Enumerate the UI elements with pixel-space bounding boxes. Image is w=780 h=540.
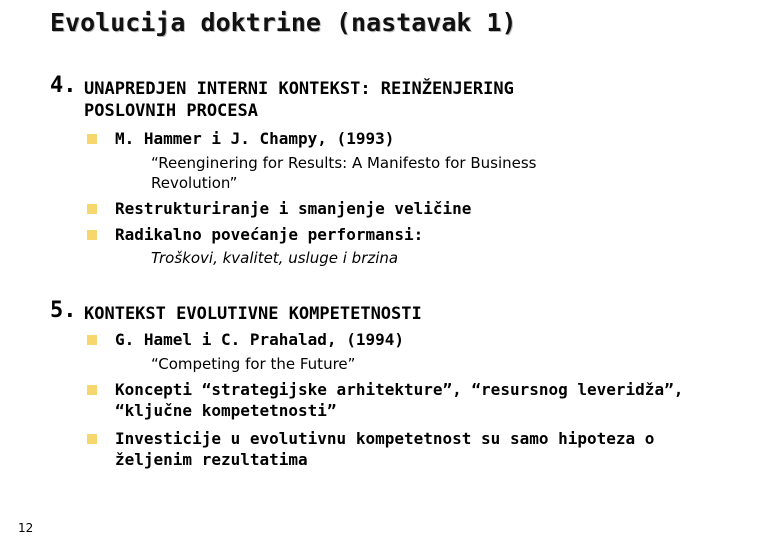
section-4-number: 4. [50,73,77,98]
slide-title: Evolucija doktrine (nastavak 1) [50,8,517,37]
bullet-text: M. Hammer i J. Champy, (1993) [115,129,395,148]
section-5-heading: KONTEKST EVOLUTIVNE KOMPETETNOSTI [84,304,422,324]
bullet-square-icon [87,230,97,240]
bullet-text: Restrukturiranje i smanjenje veličine [115,199,472,218]
bullet-square-icon [87,204,97,214]
bullet-text: G. Hamel i C. Prahalad, (1994) [115,330,404,349]
section-4-book-line2: Revolution” [151,174,238,192]
section-4-performance-detail: Troškovi, kvalitet, usluge i brzina [151,249,399,267]
section-4-heading-line2: POSLOVNIH PROCESA [84,101,258,121]
bullet-square-icon [87,385,97,395]
bullet-square-icon [87,335,97,345]
section-5-book: “Competing for the Future” [151,355,356,373]
bullet-text-line2: željenim rezultatima [115,450,308,469]
section-5-number: 5. [50,298,77,323]
section-4-heading-line1: UNAPREDJEN INTERNI KONTEKST: REINŽENJERING [84,79,514,99]
bullet-text-line1: Investicije u evolutivnu kompetetnost su samo hipoteza o [115,429,655,448]
bullet-square-icon [87,134,97,144]
section-4-book-line1: “Reenginering for Results: A Manifesto for Business [151,154,537,172]
bullet-square-icon [87,434,97,444]
bullet-text-line2: “ključne kompetetnosti” [115,401,337,420]
page-number: 12 [18,521,34,535]
bullet-text: Radikalno povećanje performansi: [115,225,424,244]
bullet-text-line1: Koncepti “strategijske arhitekture”, “resursnog leveridža”, [115,380,684,399]
